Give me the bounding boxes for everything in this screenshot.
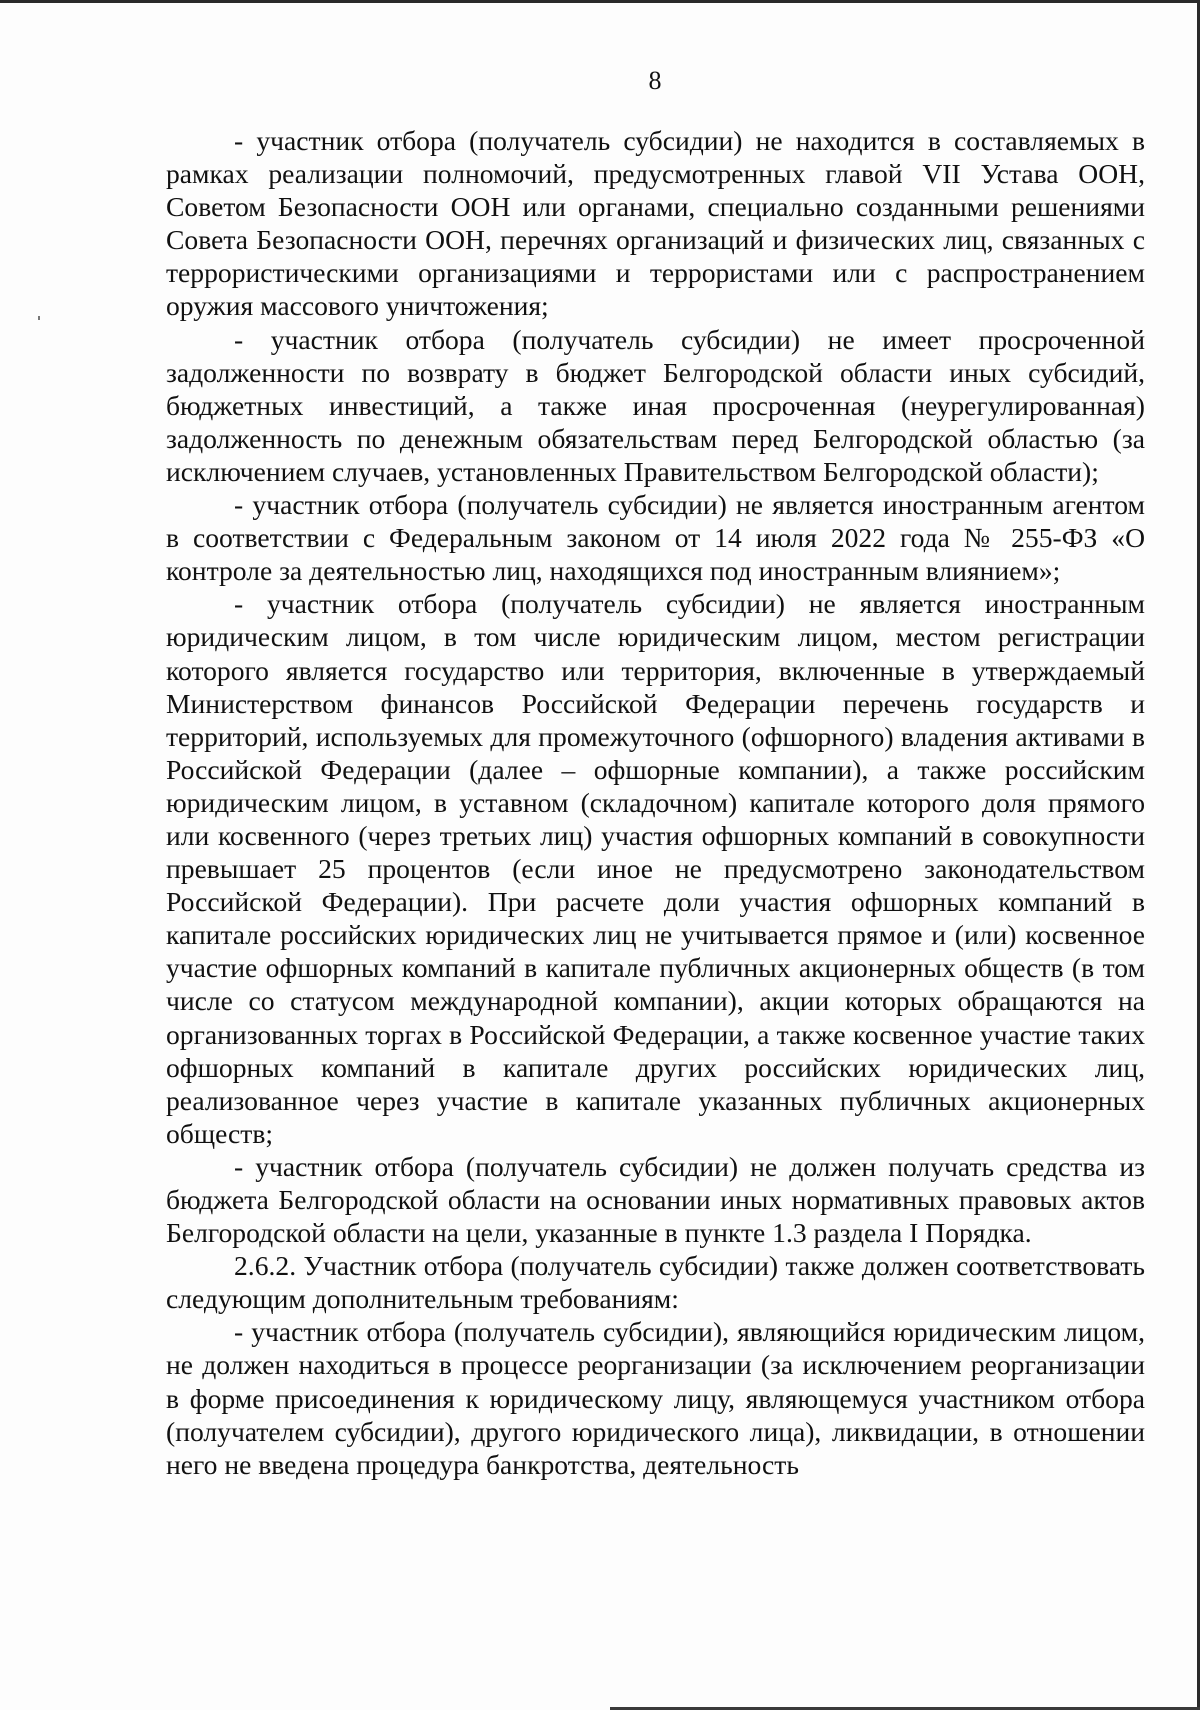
paragraph: - участник отбора (получатель субсидии) не находится в составляемых в рамках реализации полномочий, предусмотренных главой VII Устава ООН, Советом Безопасности ООН или органами, специально созданными решениями Совета Безопасности ООН, перечнях организаций и физических лиц, связанных с террористическими организациями и террористами или с распространением оружия массового уничтожения;: [166, 125, 1145, 322]
paragraph: - участник отбора (получатель субсидии) не является иностранным агентом в соответствии с Федеральным законом от 14 июля 2022 года № 255-ФЗ «О контроле за деятельностью лиц, находящихся под иностранным влиянием»;: [166, 489, 1145, 587]
paragraph: - участник отбора (получатель субсидии) не должен получать средства из бюджета Белгородской области на основании иных нормативных правовых актов Белгородской области на цели, указанные в пункте 1.3 раздела I Порядка.: [166, 1150, 1145, 1249]
paragraph: - участник отбора (получатель субсидии) не имеет просроченной задолженности по возврату в бюджет Белгородской области иных субсидий, бюджетных инвестиций, а также иная просроченная (неурегулированная) задолженность по денежным обязательствам перед Белгородской областью (за исключением случаев, установленных Правительством Белгородской области);: [166, 323, 1145, 487]
scan-edge-top: [0, 0, 1200, 3]
page-number: 8: [648, 66, 662, 95]
paragraph: - участник отбора (получатель субсидии), являющийся юридическим лицом, не должен находиться в процессе реорганизации (за исключением реорганизации в форме присоединения к юридическому лицу, являющемуся участником отбора (получателем субсидии), другого юридического лица), ликвидации, в отношении него не введена процедура банкротства, деятельность: [166, 1316, 1145, 1480]
document-body: [166, 124, 1145, 1481]
scan-speck: [38, 316, 40, 320]
paragraph: - участник отбора (получатель субсидии) не является иностранным юридическим лицом, в том числе юридическим лицом, местом регистрации которого является государство или территория, включенные в утверждаемый Министерством финансов Российской Федерации перечень государств и территорий, используемых для промежуточного (офшорного) владения активами в Российской Федерации (далее – офшорные компании), а также российским юридическим лицом, в уставном (складочном) капитале которого доля прямого или косвенного (через третьих лиц) участия офшорных компаний в совокупности превышает 25 процентов (если иное не предусмотрено законодательством Российской Федерации). При расчете доли участия офшорных компаний в капитале российских юридических лиц не учитывается прямое и (или) косвенное участие офшорных компаний в капитале публичных акционерных обществ (в том числе со статусом международной компании), акции которых обращаются на организованных торгах в Российской Федерации, а также косвенное участие таких офшорных компаний в капитале других российских юридических лиц, реализованное через участие в капитале указанных публичных акционерных обществ;: [166, 588, 1145, 1149]
paragraph: 2.6.2. Участник отбора (получатель субсидии) также должен соответствовать следующим дополнительным требованиям:: [166, 1250, 1145, 1315]
